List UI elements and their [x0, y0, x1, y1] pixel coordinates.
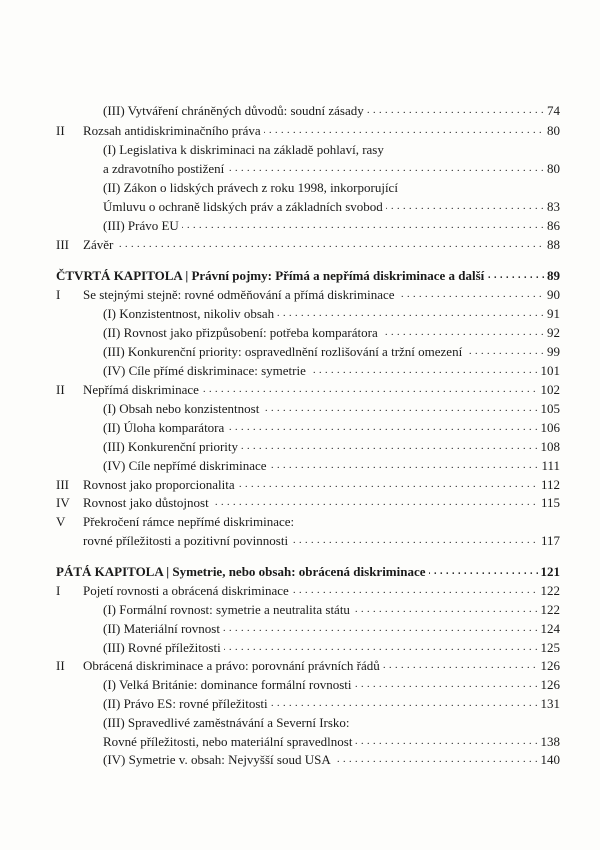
page-number: 125 [538, 638, 561, 658]
entry-title: (IV) Symetrie v. obsah: Nejvyšší soud USA [103, 752, 334, 767]
toc-row [0, 713, 600, 733]
entry-title: rovné příležitosti a pozitivní povinnosti [83, 533, 291, 548]
entry-title: (III) Vytváření chráněných důvodů: soudní zásady [103, 103, 367, 118]
entry-title: Nepřímá diskriminace [83, 382, 202, 397]
page-number: 101 [538, 361, 561, 381]
page-number: 131 [538, 694, 561, 714]
toc-row [0, 675, 600, 695]
entry-title: Závěr [83, 237, 116, 252]
entry-title: (II) Rovnost jako přizpůsobení: potřeba komparátora [103, 325, 381, 340]
page-number: 83 [544, 197, 560, 217]
entry-title: (III) Konkurenční priority [103, 439, 241, 454]
entry-title: Rovné příležitosti, nebo materiální spravedlnost [103, 734, 355, 749]
section-number: III [56, 237, 69, 252]
toc-row [0, 140, 600, 160]
entry-title: Překročení rámce nepřímé diskriminace: [83, 514, 297, 529]
entry-title: (II) Právo ES: rovné příležitosti [103, 696, 271, 711]
section-number: II [56, 123, 65, 138]
page-number: 108 [538, 437, 561, 457]
entry-title: (I) Legislativa k diskriminaci na základě pohlaví, rasy [103, 142, 387, 157]
section-number: II [56, 658, 65, 673]
entry-title: Pojetí rovnosti a obrácená diskriminace [83, 583, 292, 598]
toc-row [0, 178, 600, 198]
toc-row [0, 750, 600, 770]
entry-title: (I) Konzistentnost, nikoliv obsah [103, 306, 277, 321]
toc-row [0, 531, 600, 551]
page-number: 122 [538, 581, 561, 601]
entry-title: (I) Formální rovnost: symetrie a neutralita státu [103, 602, 353, 617]
entry-title: Rozsah antidiskriminačního práva [83, 123, 264, 138]
page-number: 80 [544, 121, 560, 141]
page-number: 140 [538, 750, 561, 770]
toc-row [0, 638, 600, 658]
page-number: 92 [544, 323, 560, 343]
toc-row [0, 399, 600, 419]
section-number: V [56, 514, 66, 529]
toc-row [0, 418, 600, 438]
entry-title: (II) Materiální rovnost [103, 621, 223, 636]
toc-row [0, 380, 600, 400]
entry-title: (III) Konkurenční priority: ospravedlnění rozlišování a tržní omezení [103, 344, 465, 359]
entry-title: Obrácená diskriminace a právo: porovnání právních řádů [83, 658, 383, 673]
toc-row [0, 342, 600, 362]
entry-title: (IV) Cíle přímé diskriminace: symetrie [103, 363, 309, 378]
entry-title: Rovnost jako důstojnost [83, 495, 212, 510]
entry-title: (I) Velká Británie: dominance formální rovnosti [103, 677, 355, 692]
entry-title: Úmluvu o ochraně lidských práv a základních svobod [103, 199, 386, 214]
page-number: 117 [538, 531, 560, 551]
toc-row [0, 475, 600, 495]
page-number: 138 [538, 732, 561, 752]
page-number: 124 [538, 619, 561, 639]
toc-row [0, 323, 600, 343]
page-number: 112 [538, 475, 560, 495]
toc-row [0, 694, 600, 714]
section-number: II [56, 382, 65, 397]
toc-row [0, 581, 600, 601]
toc-chapter-row [0, 562, 600, 582]
toc-row [0, 456, 600, 476]
page-number: 89 [544, 266, 560, 286]
toc-row [0, 216, 600, 236]
page-number: 126 [538, 675, 561, 695]
toc-chapter-row [0, 266, 600, 286]
entry-title: (III) Rovné příležitosti [103, 640, 224, 655]
entry-title: (III) Spravedlivé zaměstnávání a Severní Irsko: [103, 715, 353, 730]
entry-title: Rovnost jako proporcionalita [83, 477, 238, 492]
toc-row [0, 159, 600, 179]
entry-title: ČTVRTÁ KAPITOLA | Právní pojmy: Přímá a nepřímá diskriminace a další [56, 268, 487, 283]
toc-row [0, 512, 600, 532]
toc-row [0, 656, 600, 676]
toc-row [0, 304, 600, 324]
toc-row [0, 285, 600, 305]
page-number: 102 [538, 380, 561, 400]
entry-title: Se stejnými stejně: rovné odměňování a přímá diskriminace [83, 287, 398, 302]
page-number: 86 [544, 216, 560, 236]
section-number: I [56, 583, 61, 598]
page-number: 121 [538, 562, 561, 582]
page-number: 90 [544, 285, 560, 305]
page-number: 74 [544, 101, 560, 121]
page-number: 91 [544, 304, 560, 324]
section-number: IV [56, 495, 70, 510]
toc-row [0, 121, 600, 141]
toc-row [0, 493, 600, 513]
page-number: 80 [544, 159, 560, 179]
entry-title: (II) Zákon o lidských právech z roku 1998, inkorporující [103, 180, 401, 195]
page-number: 126 [538, 656, 561, 676]
page-number: 99 [544, 342, 560, 362]
toc-row [0, 235, 600, 255]
toc-row [0, 361, 600, 381]
toc-row [0, 101, 600, 121]
toc-row [0, 600, 600, 620]
section-number: I [56, 287, 61, 302]
page-number: 115 [538, 493, 560, 513]
entry-title: (III) Právo EU [103, 218, 182, 233]
entry-title: a zdravotního postižení [103, 161, 227, 176]
toc-row [0, 619, 600, 639]
entry-title: (I) Obsah nebo konzistentnost [103, 401, 262, 416]
toc-row [0, 197, 600, 217]
page-number: 111 [538, 456, 560, 476]
page-number: 106 [538, 418, 561, 438]
toc-row [0, 437, 600, 457]
entry-title: PÁTÁ KAPITOLA | Symetrie, nebo obsah: obrácená diskriminace [56, 564, 429, 579]
page-number: 105 [538, 399, 561, 419]
entry-title: (IV) Cíle nepřímé diskriminace [103, 458, 270, 473]
page-number: 88 [544, 235, 560, 255]
page-number: 122 [538, 600, 561, 620]
entry-title: (II) Úloha komparátora [103, 420, 227, 435]
toc-row [0, 732, 600, 752]
section-number: III [56, 477, 69, 492]
